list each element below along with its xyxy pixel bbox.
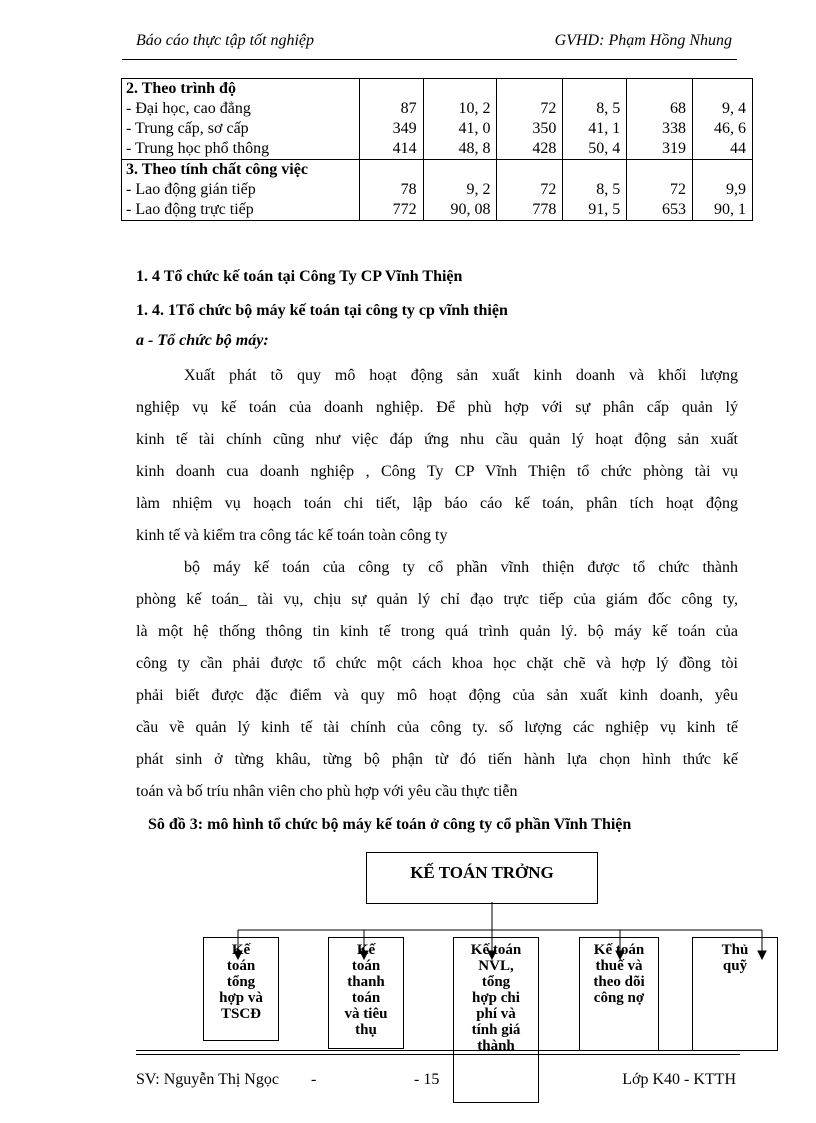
table-cell: 9, 4 46, 6 44 [693,79,753,160]
chief-accountant-label: KẾ TOÁN TRỞNG [410,863,554,882]
header-left: Báo cáo thực tập tốt nghiệp [136,32,315,49]
paragraph-line: làm nhiệm vụ hoạch toán chi tiết, lập báo cáo kế toán, phân tích hoạt động [136,495,738,512]
table-row-label: - Lao động trực tiếp [126,201,254,218]
diagram-caption: Sô đồ 3: mô hình tổ chức bộ máy kế toán ở công ty cổ phần Vĩnh Thiện [148,816,632,833]
table-section-title: 3. Theo tính chất công việc [126,161,308,178]
table-row-label: - Đại học, cao đẳng [126,100,251,117]
payment-sales-accounting-box: Kế toán thanh toán và tiêu thụ [328,937,404,1049]
header-right: GVHD: Phạm Hồng Nhung [554,32,732,49]
paragraph-line: kinh tế và kiểm tra công tác kế toán toàn công ty [136,527,448,544]
paragraph-line: công ty cần phải được tổ chức một cách khoa học chặt chẽ và hợp lý đồng tòi [136,655,738,672]
paragraph-line: kinh tế tài chính cũng như việc đáp ứng nhu cầu quản lý hoạt động sản xuất [136,431,738,448]
table-cell: 8, 5 91, 5 [563,160,627,221]
general-accounting-box: Kế toán tổng hợp và TSCĐ [203,937,279,1041]
section-heading-1-4: 1. 4 Tổ chức kế toán tại Công Ty CP Vĩnh Thiện [136,268,463,285]
table-cell: 10, 2 41, 0 48, 8 [423,79,497,160]
paragraph-line: cầu về quản lý kinh tế tài chính của công ty. số lượng các nghiệp vụ kinh tế [136,719,738,736]
table-cell: 8, 5 41, 1 50, 4 [563,79,627,160]
paragraph-line: bộ máy kế toán của công ty cổ phần vĩnh thiện được tổ chức thành [184,559,738,576]
materials-cost-accounting-box: Kế toán NVL, tổng hợp chi phí và tính giá thành [453,937,539,1103]
paragraph-line: Xuất phát tõ quy mô hoạt động sản xuất kinh doanh và khối lượng [184,367,738,384]
cashier-box: Thủ quỹ [692,937,778,1051]
footer-divider [136,1050,740,1051]
footer-page-number: - 15 [414,1071,440,1088]
paragraph-line: nghiệp vụ kế toán của doanh nghiệp. Để phù hợp với sự phân cấp quản lý [136,399,738,416]
table-row-label: - Trung cấp, sơ cấp [126,120,249,137]
table-row-label: - Trung học phổ thông [126,140,270,157]
footer-divider [136,1054,740,1055]
table-cell: 9, 2 90, 08 [423,160,497,221]
table-cell: 68 338 319 [627,79,693,160]
footer-class: Lớp K40 - KTTH [622,1071,736,1088]
table-cell: 72 653 [627,160,693,221]
table-cell: 78 772 [359,160,423,221]
paragraph-line: phòng kế toán_ tài vụ, chịu sự quản lý chỉ đạo trực tiếp của giám đốc công ty, [136,591,738,608]
paragraph-line: là một hệ thống thông tin kinh tế trong quá trình quản lý. bộ máy kế toán của [136,623,738,640]
table-section-title: 2. Theo trình độ [126,80,236,97]
table-cell: 72 350 428 [497,79,563,160]
table-cell: 72 778 [497,160,563,221]
footer-student: SV: Nguyễn Thị Ngọc - [136,1071,317,1088]
paragraph-line: kinh doanh cua doanh nghiệp , Công Ty CP Vĩnh Thiện tổ chức phòng tài vụ [136,463,738,480]
section-heading-a: a - Tổ chức bộ máy: [136,332,269,349]
paragraph-line: phải biết được đặc điểm và quy mô hoạt động của sản xuất kinh doanh, yêu [136,687,738,704]
tax-debt-accounting-box: Kế toán thuế và theo dõi công nợ [579,937,659,1051]
table-cell: 9,9 90, 1 [693,160,753,221]
table-cell: 87 349 414 [359,79,423,160]
paragraph-line: toán và bố tríu nhân viên cho phù hợp với yêu cầu thực tiễn [136,783,518,800]
chief-accountant-box [366,852,598,904]
section-heading-1-4-1: 1. 4. 1Tổ chức bộ máy kế toán tại công ty cp vĩnh thiện [136,302,508,319]
table-row-label: - Lao động gián tiếp [126,181,256,198]
paragraph-line: phát sinh ở từng khâu, từng bộ phận từ đó tiến hành lựa chọn hình thức kế [136,751,738,768]
